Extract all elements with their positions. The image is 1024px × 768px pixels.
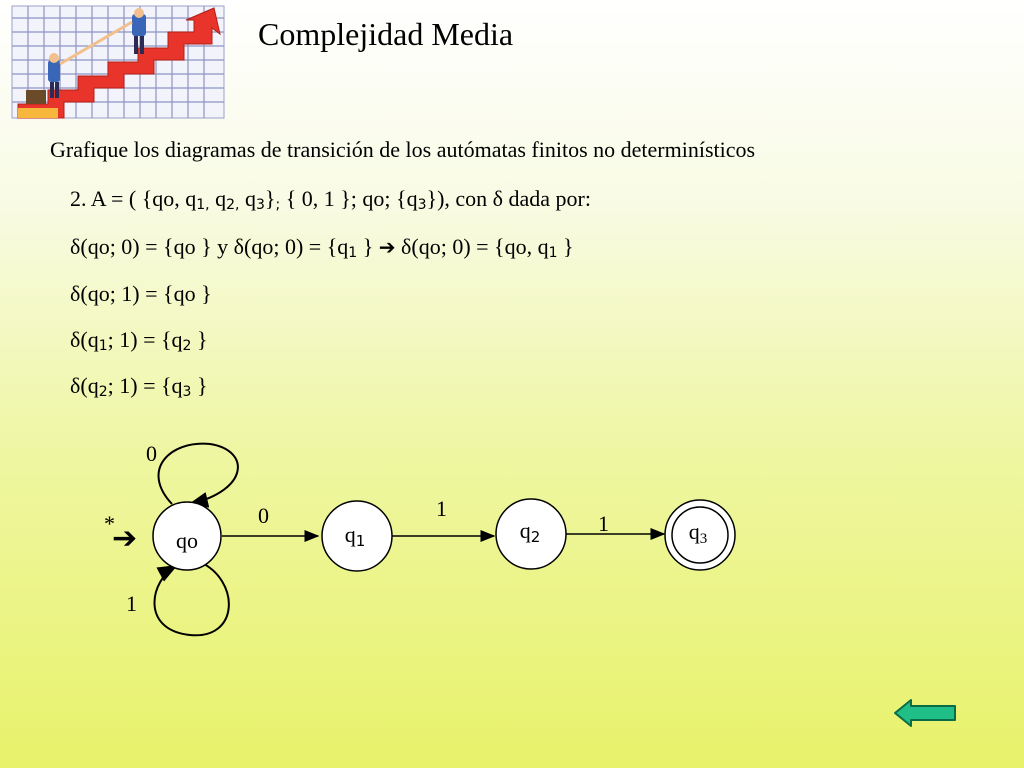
loop-label-0: 0	[146, 441, 157, 466]
transition-rule-2: δ(qo; 1) = {qo }	[70, 281, 212, 306]
back-button[interactable]	[893, 698, 959, 728]
self-loop-1	[154, 562, 228, 635]
page-title: Complejidad Media	[258, 16, 514, 52]
staircase-arrow-businessmen-icon	[8, 4, 228, 122]
start-marker: *	[104, 511, 115, 536]
transition-rule-1: δ(qo; 0) = {qo } y δ(qo; $0) = \{q_1$ } ➔ δ(qo; 0) = {qo, $q_1$ }	[70, 234, 574, 261]
svg-text:q3: q3	[688, 519, 708, 547]
state-qo	[153, 502, 221, 570]
transition-label-1: 1	[436, 496, 447, 521]
svg-text:q1: q1	[344, 522, 366, 550]
automaton-definition: 2. A = ( {qo, $q_{1,}$ $q_{2,}$ $q_3\}_;$ { 0, 1 }; qo; $\{q_3\}$), con δ dada por:	[70, 186, 591, 213]
self-loop-0	[159, 444, 238, 504]
svg-text:qo: qo	[176, 528, 198, 553]
transition-rule-3: $\delta(q_1$; $1) = \{q_2$ }	[70, 327, 208, 354]
right-arrow-icon: ➔	[378, 235, 396, 259]
state-q3-accepting	[665, 500, 735, 570]
state-q2	[496, 499, 566, 569]
state-q1	[322, 501, 392, 571]
start-arrow-icon: ➔	[112, 522, 138, 555]
transition-label-0: 0	[258, 503, 269, 528]
transition-rule-4: $\delta(q_2$; $1) = \{q_3$ }	[70, 373, 208, 400]
loop-label-1: 1	[126, 591, 137, 616]
transition-label-2: 1	[598, 511, 609, 536]
left-arrow-icon	[893, 698, 959, 728]
transition-diagram	[0, 430, 1024, 670]
instruction-text: Grafique los diagramas de transición de los autómatas finitos no determinísticos	[50, 137, 756, 162]
svg-text:q2: q2	[519, 518, 541, 546]
logo	[8, 4, 228, 122]
